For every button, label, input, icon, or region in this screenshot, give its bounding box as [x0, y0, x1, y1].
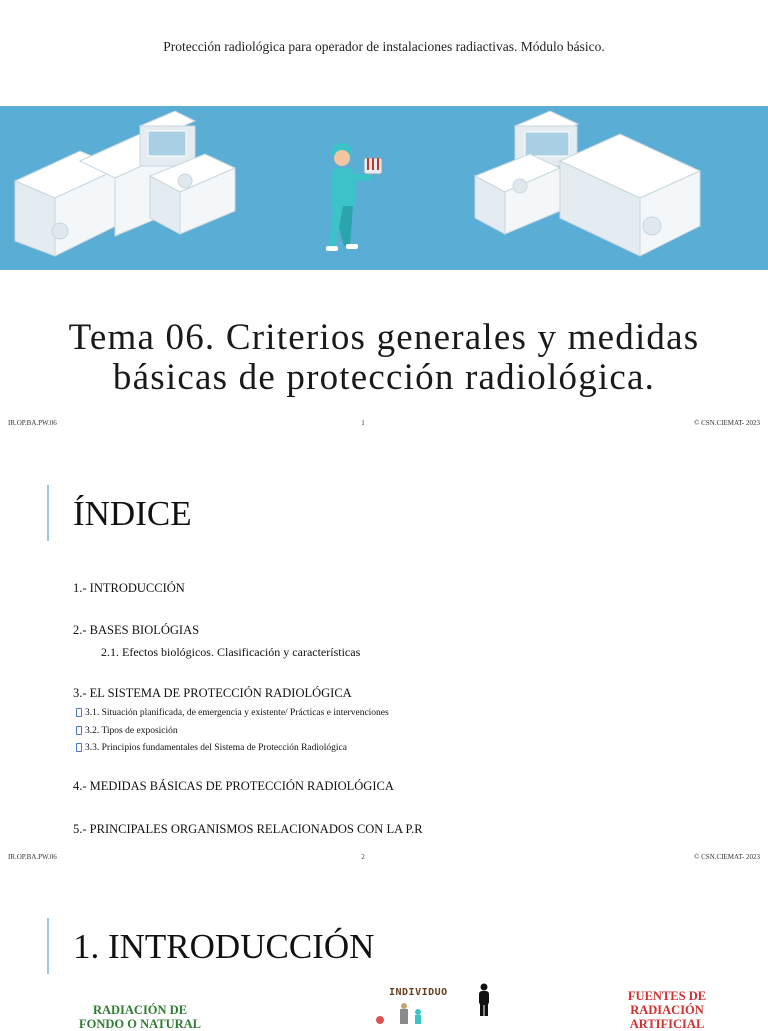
- natural-radiation-line-1: RADIACIÓN DE: [92, 1003, 188, 1017]
- natural-radiation-line-2: FONDO O NATURAL: [79, 1017, 201, 1031]
- person-silhouette-icon: [474, 983, 494, 1017]
- index-heading: ÍNDICE: [73, 494, 192, 533]
- introduction-heading: 1. INTRODUCCIÓN: [73, 927, 375, 966]
- footer-copyright: © CSN.CIEMAT- 2023: [694, 419, 760, 427]
- bullet-icon: [76, 743, 82, 752]
- toc-subitem: 3.3. Principios fundamentales del Sistema de Protección Radiológica: [85, 743, 347, 753]
- lab-furniture-left: [15, 111, 235, 256]
- toc-subitem: 3.2. Tipos de exposición: [85, 726, 178, 736]
- toc-item: 1.- INTRODUCCIÓN: [73, 581, 185, 595]
- footer-code: IR.OP.BA.PW.06: [8, 419, 57, 427]
- title-line-2: básicas de protección radiológica.: [112, 357, 656, 398]
- toc-item: 4.- MEDIDAS BÁSICAS DE PROTECCIÓN RADIOLÓGICA: [73, 779, 394, 793]
- title-line-1: Tema 06. Criterios generales y medidas: [68, 317, 700, 358]
- footer-code: IR.OP.BA.PW.06: [8, 853, 57, 861]
- toc-subitem: 3.1. Situación planificada, de emergencia y existente/ Prácticas e intervenciones: [85, 708, 389, 718]
- bullet-icon: [76, 726, 82, 735]
- artificial-sources-label: [612, 989, 722, 1031]
- bullet-icon: [76, 708, 82, 717]
- individual-label: INDIVIDUO: [389, 987, 448, 998]
- people-group-icon: [370, 1000, 430, 1024]
- artificial-sources-line-3: ARTIFICIAL: [629, 1017, 705, 1031]
- footer-copyright: © CSN.CIEMAT- 2023: [694, 853, 760, 861]
- artificial-sources-line-2: RADIACIÓN: [630, 1003, 704, 1017]
- artificial-sources-line-1: FUENTES DE: [627, 989, 707, 1003]
- footer-page-number: 1: [361, 419, 365, 427]
- presentation-title: [0, 318, 768, 398]
- laboratory-illustration: [0, 106, 768, 270]
- heading-accent-bar: [47, 485, 49, 541]
- toc-item: 2.- BASES BIOLÓGIAS: [73, 623, 200, 637]
- nurse-figure: [326, 143, 382, 251]
- heading-accent-bar: [47, 918, 49, 974]
- footer-page-number: 2: [361, 853, 365, 861]
- toc-subitem: 2.1. Efectos biológicos. Clasificación y características: [101, 645, 361, 659]
- lab-furniture-right: [475, 111, 700, 256]
- toc-item: 3.- EL SISTEMA DE PROTECCIÓN RADIOLÓGICA: [73, 686, 352, 700]
- toc-item: 5.- PRINCIPALES ORGANISMOS RELACIONADOS CON LA P.R: [73, 822, 423, 836]
- document-header: Protección radiológica para operador de instalaciones radiactivas. Módulo básico.: [163, 39, 605, 54]
- natural-radiation-label: [70, 1003, 210, 1031]
- laboratory-banner: [0, 106, 768, 270]
